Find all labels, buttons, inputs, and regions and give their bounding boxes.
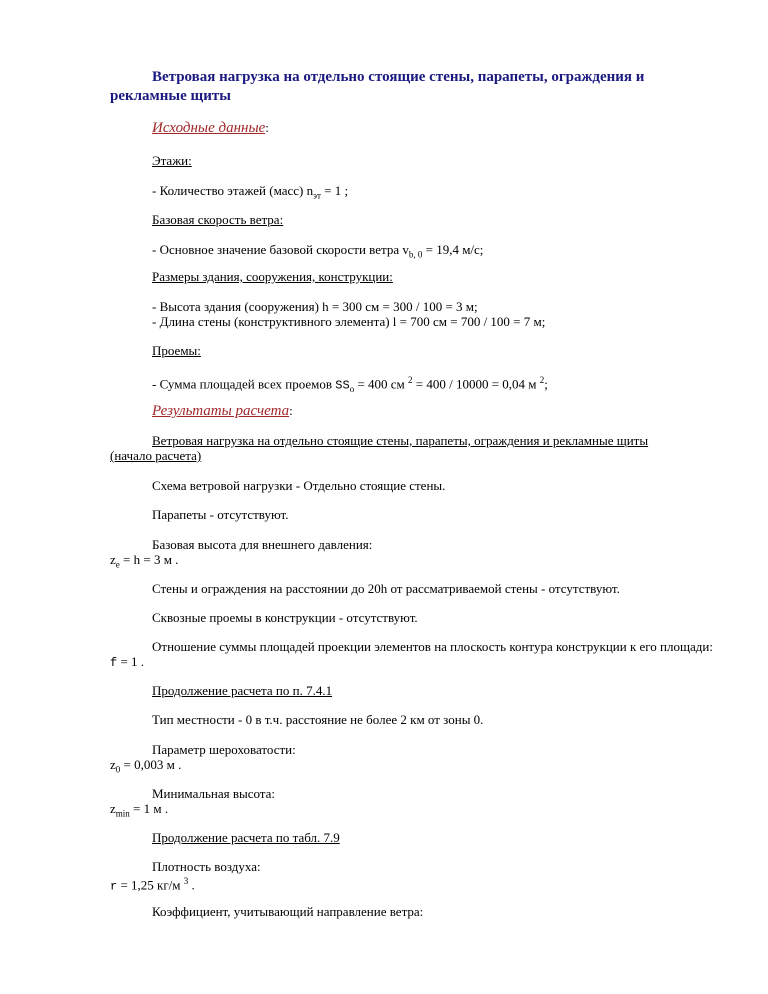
base-height-value: $z_e = h = 3$ м . xyxy=(110,552,179,570)
through-openings: Сквозные проемы в конструкции - отсутствуют. xyxy=(152,610,418,625)
ratio-label: Отношение суммы площадей проекции элементов на плоскость контура конструкции к его площади: xyxy=(152,639,713,654)
input-data-heading-row xyxy=(152,120,269,136)
roughness-label: Параметр шероховатости: xyxy=(152,742,296,757)
scheme-text: Схема ветровой нагрузки - Отдельно стоящие стены. xyxy=(152,478,446,493)
size-heading: Размеры здания, сооружения, конструкции: xyxy=(152,269,393,284)
openings-heading: Проемы: xyxy=(152,343,201,358)
min-height-value: $z_{min} = 1$ м . xyxy=(110,801,169,819)
wind-line: - Основное значение базовой скорости ветра $v_{b, 0} = 19,4$ м/с; xyxy=(152,242,484,260)
density-value: r = 1,25 кг/м $^3$ . xyxy=(110,876,195,894)
density-label: Плотность воздуха: xyxy=(152,859,261,874)
parapets-text: Парапеты - отсутствуют. xyxy=(152,507,289,522)
min-height-label: Минимальная высота: xyxy=(152,786,276,801)
results-heading: Результаты расчета xyxy=(152,403,290,419)
terrain-text: Тип местности - 0 в т.ч. расстояние не более 2 км от зоны 0. xyxy=(152,712,484,727)
document-title: Ветровая нагрузка на отдельно стоящие стены, парапеты, ограждения и рекламные щиты xyxy=(110,69,645,104)
openings-line: - Сумма площадей всех проемов $SS_o = 400$ см $^2$ = 400 / 10000 = 0,04 м $^2$; xyxy=(152,375,548,394)
input-data-heading: Исходные данные xyxy=(152,120,266,136)
roughness-value: $z_0 = 0,003$ м . xyxy=(110,757,182,775)
floors-heading: Этажи: xyxy=(152,153,192,168)
ratio-value: f = 1 . xyxy=(110,654,145,670)
floors-line: - Количество этажей (масс) $n_{эт} = 1$ ; xyxy=(152,183,349,201)
continue-7-4-1-link[interactable]: Продолжение расчета по п. 7.4.1 xyxy=(152,683,333,698)
base-height-label: Базовая высота для внешнего давления: xyxy=(152,537,373,552)
colon: : xyxy=(265,120,269,135)
calc-start-link[interactable]: Ветровая нагрузка на отдельно стоящие стены, парапеты, ограждения и рекламные щиты (начало расчета) xyxy=(110,433,649,463)
continue-table-7-9-link[interactable]: Продолжение расчета по табл. 7.9 xyxy=(152,830,340,845)
walls-note: Стены и ограждения на расстоянии до 20h от рассматриваемой стены - отсутствуют. xyxy=(152,581,620,596)
size-line-height: - Высота здания (сооружения) h = 300 см = 300 / 100 = 3 м; xyxy=(152,299,478,314)
direction-label: Коэффициент, учитывающий направление ветра: xyxy=(152,904,424,919)
wind-heading: Базовая скорость ветра: xyxy=(152,212,284,227)
results-heading-row: Результаты расчета: xyxy=(152,403,293,419)
size-line-length: - Длина стены (конструктивного элемента) l = 700 см = 700 / 100 = 7 м; xyxy=(152,314,546,329)
